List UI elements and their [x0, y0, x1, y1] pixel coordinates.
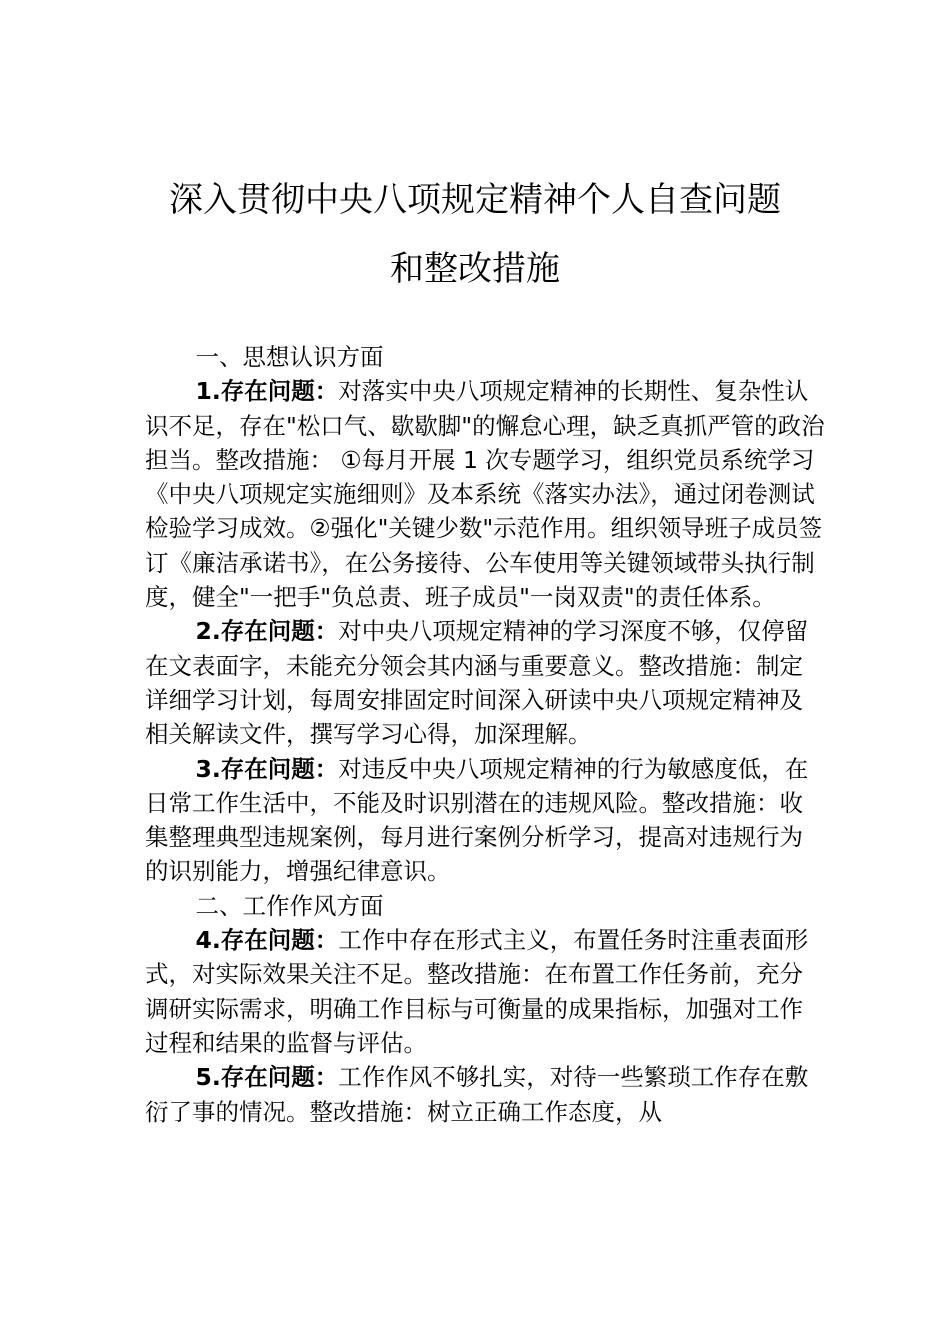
problem-item — [145, 614, 825, 751]
item-text: 工作中存在形式主义，布置任务时注重表面形式，对实际效果关注不足。整改措施：在布置工作任务前，充分调研实际需求，明确工作目标与可衡量的成果指标，加强对工作过程和结果的监督与评估。 — [145, 926, 809, 1057]
section-heading: 一、思想认识方面 — [195, 343, 384, 371]
item-label: 存在问题： — [220, 377, 339, 406]
item-label: 存在问题： — [220, 617, 339, 646]
item-text: 对落实中央八项规定精神的长期性、复杂性认识不足，存在"松口气、歇歇脚"的懈怠心理，缺乏真抓严管的政治担当。整改措施： ①每月开展 1 次专题学习，组织党员系统学习《中央八项规定实施细则》及本系统《落实办法》，通过闭卷测试检验学习成效。②强化"关键少数"示范作用。组织领导班子成员签订《廉洁承诺书》，在公务接待、公车使用等关键领域带头执行制度，健全"一把手"负总责、班子成员"一岗双责"的责任体系。 — [145, 377, 825, 612]
item-text: 对中央八项规定精神的学习深度不够，仅停留在文表面字，未能充分领会其内涵与重要意义。整改措施：制定详细学习计划，每周安排固定时间深入研读中央八项规定精神及相关解读文件，撰写学习心得，加深理解。 — [145, 617, 809, 749]
document-body — [145, 340, 825, 1129]
problem-item — [145, 1060, 825, 1129]
problem-item — [145, 752, 825, 889]
item-label: 存在问题： — [220, 754, 339, 783]
item-text: 对违反中央八项规定精神的行为敏感度低，在日常工作生活中，不能及时识别潜在的违规风险。整改措施：收集整理典型违规案例，每月进行案例分析学习，提高对违规行为的识别能力，增强纪律意识。 — [145, 754, 809, 886]
item-number: 4. — [195, 926, 221, 955]
document-title-line-2: 和整改措施 — [390, 249, 560, 289]
item-number: 2. — [195, 617, 221, 646]
item-number: 5. — [195, 1063, 221, 1092]
item-label: 存在问题： — [220, 1063, 339, 1092]
problem-item — [145, 923, 825, 1060]
item-label: 存在问题： — [220, 926, 339, 955]
section-heading: 二、工作作风方面 — [195, 891, 384, 920]
item-number: 1. — [195, 377, 221, 406]
document-title-line-1: 深入贯彻中央八项规定精神个人自查问题 — [169, 180, 781, 220]
item-text: 工作作风不够扎实，对待一些繁琐工作存在敷衍了事的情况。整改措施：树立正确工作态度，从 — [145, 1063, 809, 1126]
problem-item — [145, 374, 825, 614]
item-number: 3. — [195, 754, 221, 783]
